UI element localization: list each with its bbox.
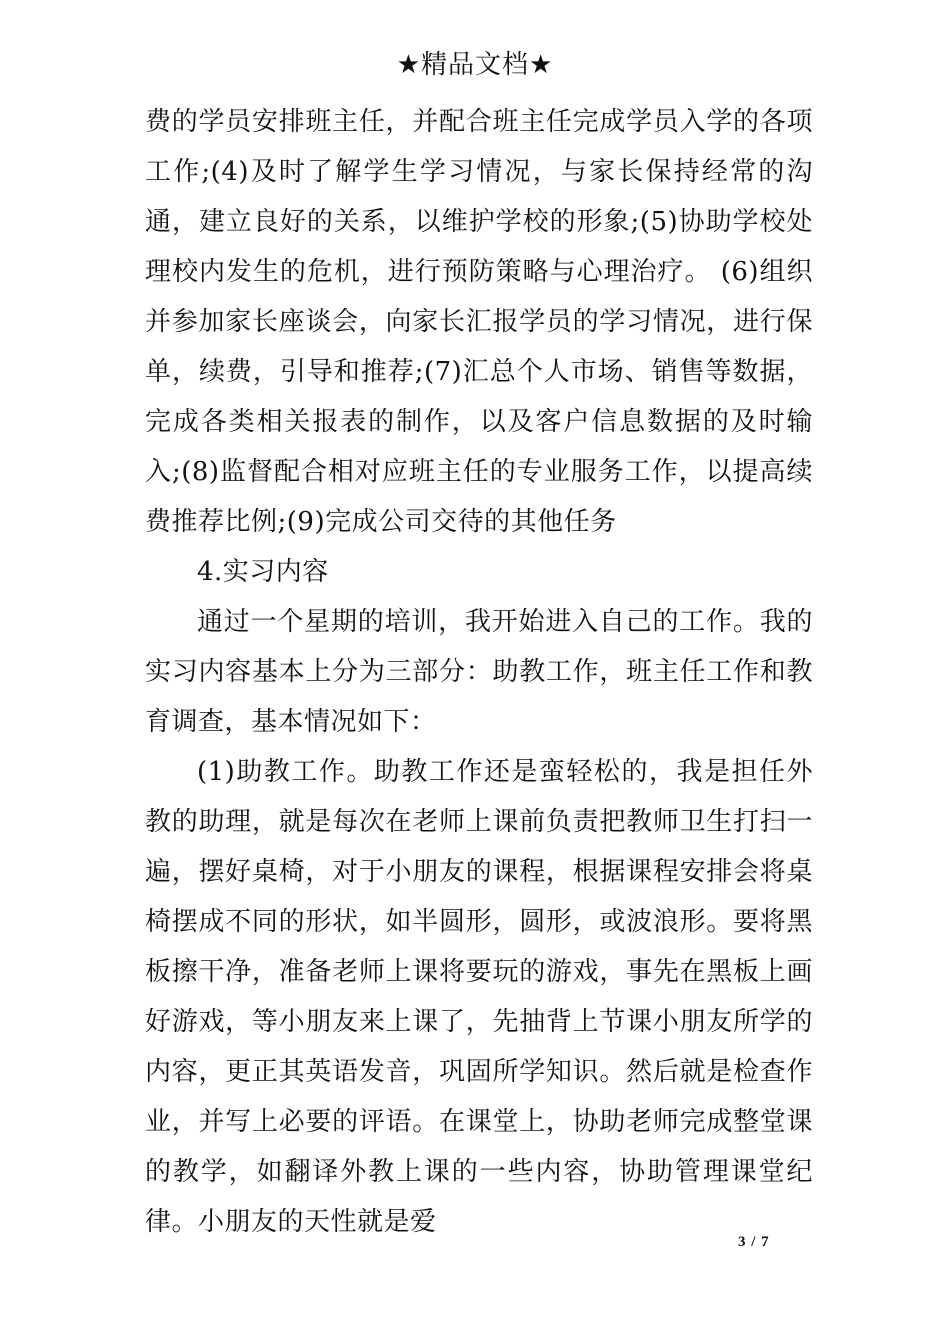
page-number: 3 / 7 bbox=[738, 1234, 770, 1250]
paragraph-teaching-assistant-work: (1)助教工作。助教工作还是蛮轻松的，我是担任外教的助理，就是每次在老师上课前负责把教师卫生打扫一遍，摆好桌椅，对于小朋友的课程，根据课程安排会将桌椅摆成不同的形状，如半圆形，圆形，或波浪形。要将黑板擦干净，准备老师上课将要玩的游戏，事先在黑板上画好游戏，等小朋友来上课了，先抽背上节课小朋友所学的内容，更正其英语发音，巩固所学知识。然后就是检查作业，并写上必要的评语。在课堂上，协助老师完成整堂课的教学，如翻译外教上课的一些内容，协助管理课堂纪律。小朋友的天性就是爱 bbox=[145, 757, 813, 1237]
section-heading-internship-content: 4.实习内容 bbox=[197, 557, 329, 587]
paragraph-duties-continued: 费的学员安排班主任，并配合班主任完成学员入学的各项工作;(4)及时了解学生学习情况，与家长保持经常的沟通，建立良好的关系，以维护学校的形象;(5)协助学校处理校内发生的危机，进行预防策略与心理治疗。 (6)组织并参加家长座谈会，向家长汇报学员的学习情况，进行保单，续费，引导和推荐;(7)汇总个人市场、销售等数据，完成各类相关报表的制作，以及客户信息数据的及时输入;(8)监督配合相对应班主任的专业服务工作，以提高续费推荐比例;(9)完成公司交待的其他任务 bbox=[145, 107, 813, 537]
paragraph-internship-overview: 通过一个星期的培训，我开始进入自己的工作。我的实习内容基本上分为三部分：助教工作，班主任工作和教育调查，基本情况如下： bbox=[145, 607, 813, 737]
page-header-title: ★精品文档★ bbox=[396, 50, 554, 80]
document-body bbox=[145, 97, 813, 1247]
